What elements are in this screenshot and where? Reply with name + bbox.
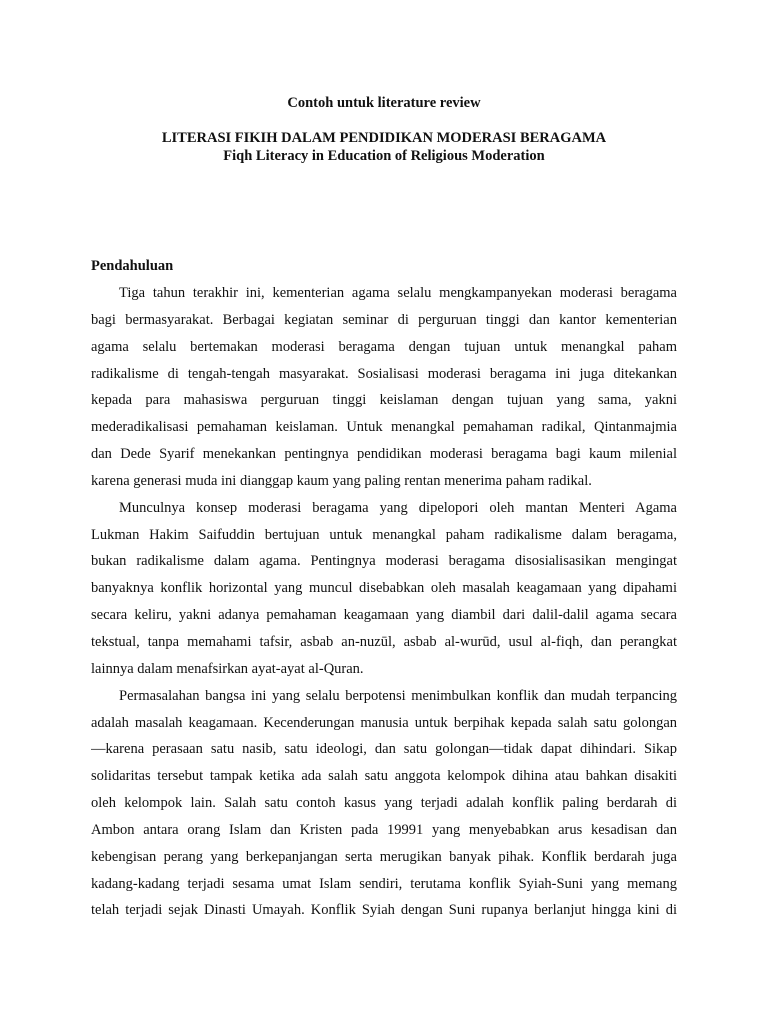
text-line: —karena perasaan satu nasib, satu ideologi, dan satu golongan—tidak dapat dihindari. Sikap <box>91 741 677 758</box>
text-line: karena generasi muda ini dianggap kaum yang paling rentan menerima paham radikal. <box>91 472 592 489</box>
paragraph <box>91 495 677 683</box>
text-line: kadang-kadang terjadi sesama umat Islam sendiri, terutama konflik Syiah-Suni yang memang <box>91 875 677 892</box>
text-line: kebengisan perang yang berkepanjangan serta merugikan banyak pihak. Konflik berdarah juga <box>91 848 677 865</box>
text-line: Permasalahan bangsa ini yang selalu berpotensi menimbulkan konflik dan mudah terpancing <box>119 687 677 704</box>
text-line: Lukman Hakim Saifuddin bertujuan untuk menangkal paham radikalisme dalam beragama, <box>91 526 677 543</box>
text-line: kepada para mahasiswa perguruan tinggi keislaman dengan tujuan yang sama, yakni <box>91 392 677 409</box>
text-line: telah terjadi sejak Dinasti Umayah. Konflik Syiah dengan Suni rupanya berlanjut hingga kini di <box>91 902 677 919</box>
document-label: Contoh untuk literature review <box>287 95 481 111</box>
text-line: radikalisme di tengah-tengah masyarakat. Sosialisasi moderasi beragama ini juga ditekankan <box>91 365 677 382</box>
text-line: tekstual, tanpa memahami tafsir, asbab an-nuzūl, asbab al-wurūd, usul al-fiqh, dan perangkat <box>91 633 677 650</box>
section-heading: Pendahuluan <box>91 258 174 274</box>
document-title: LITERASI FIKIH DALAM PENDIDIKAN MODERASI BERAGAMA <box>161 130 607 146</box>
text-line: solidaritas tersebut tampak ketika ada salah satu anggota kelompok dihina atau bahkan disakiti <box>91 768 677 785</box>
text-line: adalah masalah keagamaan. Kecenderungan manusia untuk berpihak kepada salah satu golongan <box>91 714 677 731</box>
text-line: secara keliru, yakni adanya pemahaman keagamaan yang diambil dari dalil-dalil agama secara <box>91 607 677 624</box>
text-line: lainnya dalam menafsirkan ayat-ayat al-Quran. <box>91 660 364 677</box>
text-line: oleh kelompok lain. Salah satu contoh kasus yang terjadi adalah konflik paling berdarah di <box>91 795 677 812</box>
text-line: bukan radikalisme dalam agama. Pentingnya moderasi beragama disosialisasikan mengingat <box>91 553 677 570</box>
text-line: agama selalu bertemakan moderasi beragama dengan tujuan untuk menangkal paham <box>91 338 677 355</box>
body-text <box>91 280 677 924</box>
paragraph <box>91 683 677 925</box>
text-line: mederadikalisasi pemahaman keislaman. Untuk menangkal pemahaman radikal, Qintanmajmia <box>91 419 677 436</box>
text-line: Munculnya konsep moderasi beragama yang dipelopori oleh mantan Menteri Agama <box>119 499 677 516</box>
document-subtitle: Fiqh Literacy in Education of Religious Moderation <box>223 148 545 164</box>
text-line: bagi bermasyarakat. Berbagai kegiatan seminar di perguruan tinggi dan kantor kementerian <box>91 311 677 328</box>
text-line: banyaknya konflik horizontal yang muncul disebabkan oleh masalah keagamaan yang dipahami <box>91 580 677 597</box>
paragraph <box>91 280 677 495</box>
text-line: dan Dede Syarif menekankan pentingnya pendidikan moderasi beragama bagi kaum milenial <box>91 446 677 463</box>
text-line: Ambon antara orang Islam dan Kristen pada 19991 yang menyebabkan arus kesadisan dan <box>91 821 677 838</box>
text-line: Tiga tahun terakhir ini, kementerian agama selalu mengkampanyekan moderasi beragama <box>119 285 677 301</box>
